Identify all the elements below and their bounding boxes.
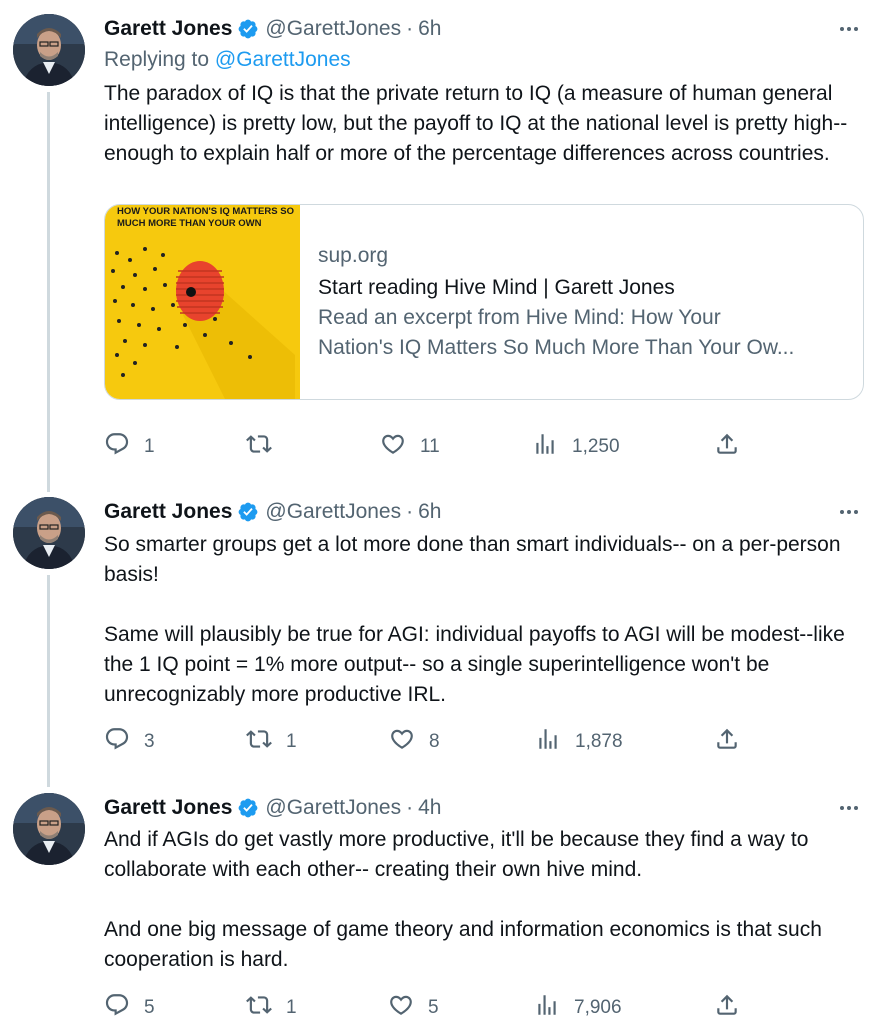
avatar[interactable] xyxy=(13,497,85,569)
tweet-header xyxy=(104,497,441,527)
tweet-header xyxy=(104,793,441,823)
action-bar xyxy=(104,727,744,757)
replying-to-handle[interactable]: @GarettJones xyxy=(214,48,351,71)
reply-button[interactable] xyxy=(104,432,155,462)
card-description-line: Read an excerpt from Hive Mind: How Your xyxy=(318,306,721,329)
reply-count: 5 xyxy=(144,997,155,1018)
views-button[interactable] xyxy=(535,727,623,757)
link-card[interactable] xyxy=(104,204,864,400)
card-description-line: Nation's IQ Matters So Much More Than Your Ow... xyxy=(318,336,795,359)
views-count: 1,878 xyxy=(575,731,623,752)
separator-dot: · xyxy=(406,796,414,819)
views-count: 7,906 xyxy=(574,997,622,1018)
share-icon xyxy=(714,992,740,1024)
card-description xyxy=(318,303,848,363)
timestamp[interactable]: 6h xyxy=(418,500,442,523)
reply-count: 3 xyxy=(144,731,155,752)
author-name[interactable]: Garett Jones xyxy=(104,796,233,819)
timestamp[interactable]: 4h xyxy=(418,796,442,819)
retweet-count: 1 xyxy=(286,997,297,1018)
tweet-header xyxy=(104,14,441,44)
like-count: 5 xyxy=(428,997,439,1018)
like-count: 11 xyxy=(420,436,440,457)
views-icon xyxy=(534,992,560,1024)
reply-button[interactable] xyxy=(104,993,155,1023)
retweet-count: 1 xyxy=(286,731,297,752)
views-icon xyxy=(532,431,558,463)
verified-badge-icon xyxy=(237,797,259,819)
timestamp[interactable]: 6h xyxy=(418,17,442,40)
views-button[interactable] xyxy=(532,432,620,462)
author-handle[interactable]: @GarettJones xyxy=(265,17,402,40)
views-count: 1,250 xyxy=(572,436,620,457)
tweet[interactable] xyxy=(0,14,895,474)
separator-dot: · xyxy=(406,17,414,40)
tweet[interactable] xyxy=(0,793,895,1033)
reply-icon xyxy=(104,726,130,758)
share-button[interactable] xyxy=(714,993,740,1023)
verified-badge-icon xyxy=(237,18,259,40)
reply-icon xyxy=(104,431,130,463)
card-title: Start reading Hive Mind | Garett Jones xyxy=(318,276,675,299)
share-icon xyxy=(714,431,740,463)
card-domain: sup.org xyxy=(318,244,389,267)
share-button[interactable] xyxy=(714,727,740,757)
replying-to-label: Replying to xyxy=(104,48,210,71)
separator-dot: · xyxy=(406,500,414,523)
action-bar xyxy=(104,993,744,1023)
share-icon xyxy=(714,726,740,758)
views-icon xyxy=(535,726,561,758)
action-bar xyxy=(104,432,744,462)
heart-icon xyxy=(388,992,414,1024)
card-image-title: HOW YOUR NATION'S IQ MATTERS SO MUCH MORE THAN YOUR OWN xyxy=(117,206,294,229)
like-count: 8 xyxy=(429,731,440,752)
author-handle[interactable]: @GarettJones xyxy=(265,796,402,819)
retweet-icon xyxy=(246,992,272,1024)
retweet-icon xyxy=(246,726,272,758)
more-icon[interactable] xyxy=(836,499,862,525)
reply-count: 1 xyxy=(144,436,155,457)
avatar[interactable] xyxy=(13,793,85,865)
retweet-button[interactable] xyxy=(246,727,297,757)
author-name[interactable]: Garett Jones xyxy=(104,500,233,523)
card-body xyxy=(300,205,848,399)
retweet-button[interactable] xyxy=(246,993,297,1023)
tweet-text: And if AGIs do get vastly more productive, it'll be because they find a way to collaborate with each other-- creating their own hive mind. And one big message of game theory and information economics is that such cooperation is hard. xyxy=(104,828,822,971)
tweet-text: So smarter groups get a lot more done than smart individuals-- on a per-person basis! Same will plausibly be true for AGI: individual payoffs to AGI will be modest--like the 1 IQ point = 1% more output-- so a single superintelligence won't be unrecognizably more productive IRL. xyxy=(104,533,845,706)
like-button[interactable] xyxy=(388,993,439,1023)
share-button[interactable] xyxy=(714,432,740,462)
retweet-button[interactable] xyxy=(246,432,286,462)
retweet-icon xyxy=(246,431,272,463)
card-image xyxy=(105,205,300,399)
heart-icon xyxy=(380,431,406,463)
author-name[interactable]: Garett Jones xyxy=(104,17,233,40)
reply-button[interactable] xyxy=(104,727,155,757)
views-button[interactable] xyxy=(534,993,622,1023)
like-button[interactable] xyxy=(380,432,440,462)
like-button[interactable] xyxy=(389,727,440,757)
tweet-text: The paradox of IQ is that the private return to IQ (a measure of human general intelligence) is pretty low, but the payoff to IQ at the national level is pretty high-- enough to explain half or more of the percentage differences across countries. xyxy=(104,82,848,165)
author-handle[interactable]: @GarettJones xyxy=(265,500,402,523)
more-icon[interactable] xyxy=(836,795,862,821)
tweet[interactable] xyxy=(0,497,895,767)
verified-badge-icon xyxy=(237,501,259,523)
replying-to xyxy=(104,48,351,72)
heart-icon xyxy=(389,726,415,758)
avatar[interactable] xyxy=(13,14,85,86)
reply-icon xyxy=(104,992,130,1024)
more-icon[interactable] xyxy=(836,16,862,42)
